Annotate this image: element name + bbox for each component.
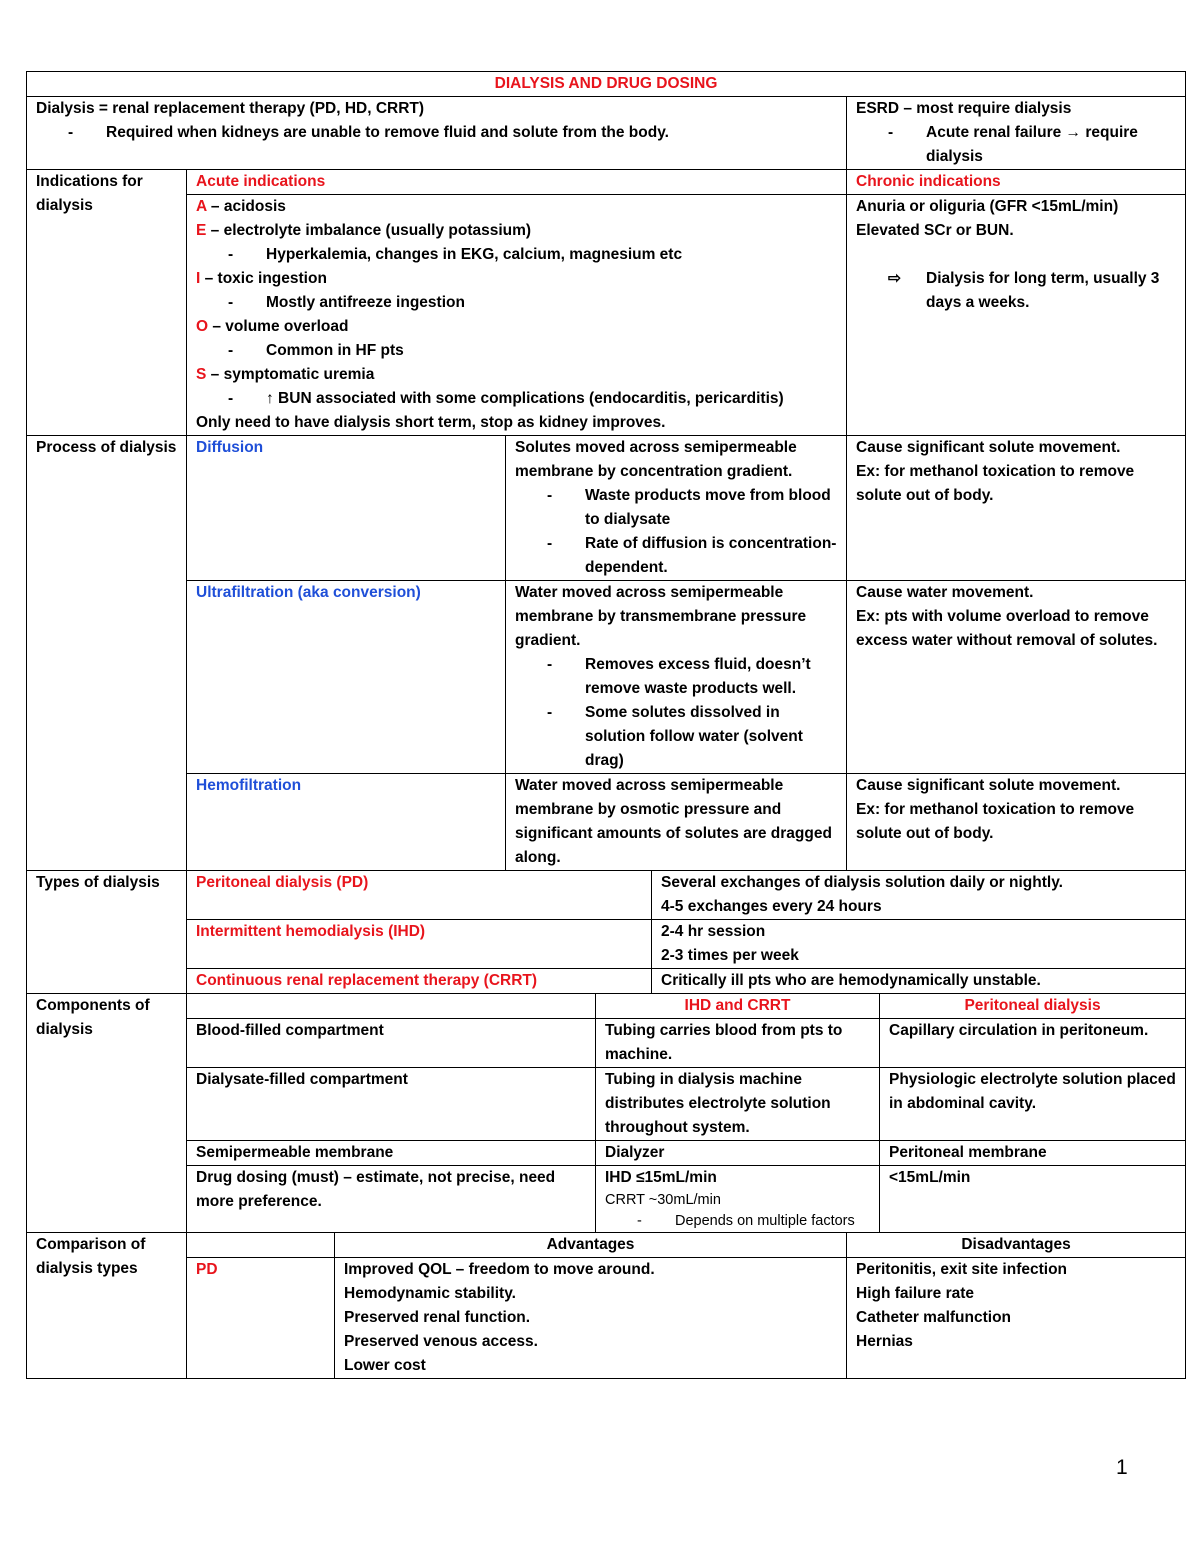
- process-hemofiltration-desc: Water moved across semipermeable membrane by osmotic pressure and significant amounts of solutes are dragged along.: [506, 774, 847, 871]
- intro-left: Dialysis = renal replacement therapy (PD, HD, CRRT) - Required when kidneys are unable to remove fluid and solute from the body.: [27, 97, 847, 170]
- acute-item-i: I – toxic ingestion: [196, 270, 327, 287]
- intro-dialysis-definition: Dialysis = renal replacement therapy (PD, HD, CRRT): [36, 100, 425, 117]
- component-blood-name: Blood-filled compartment: [187, 1019, 596, 1068]
- acute-item-o: O – volume overload: [196, 318, 349, 335]
- components-header-ihd: IHD and CRRT: [596, 994, 880, 1019]
- intro-required-note: Required when kidneys are unable to remove fluid and solute from the body.: [106, 124, 669, 141]
- process-ultrafiltration-name: Ultrafiltration (aka conversion): [187, 581, 506, 774]
- comparison-pd-advantages: Improved QOL – freedom to move around. Hemodynamic stability. Preserved renal function. Preserved venous access. Lower cost: [335, 1258, 847, 1379]
- indications-label: Indications for dialysis: [27, 170, 187, 436]
- process-diffusion-effect: Cause significant solute movement. Ex: for methanol toxication to remove solute out of body.: [847, 436, 1186, 581]
- type-pd-name: Peritoneal dialysis (PD): [187, 871, 652, 920]
- type-ihd-desc: 2-4 hr session 2-3 times per week: [652, 920, 1186, 969]
- comparison-adv-header: Advantages: [335, 1233, 847, 1258]
- intro-right: ESRD – most require dialysis - Acute renal failure → require dialysis: [847, 97, 1186, 170]
- type-crrt-name: Continuous renal replacement therapy (CRRT): [187, 969, 652, 994]
- components-header-pd: Peritoneal dialysis: [880, 994, 1186, 1019]
- process-label: Process of dialysis: [27, 436, 187, 871]
- component-blood-pd: Capillary circulation in peritoneum.: [880, 1019, 1186, 1068]
- components-label: Components of dialysis: [27, 994, 187, 1233]
- process-diffusion-name: Diffusion: [187, 436, 506, 581]
- acute-indications-list: A – acidosis E – electrolyte imbalance (usually potassium) - Hyperkalemia, changes in EKG, calcium, magnesium etc I – toxic ingestion - Mostly antifreeze ingestion O – volume overload - Common in HF pts S – symptomatic uremia - ↑ BUN associated with some complications (endocarditis, pericarditis) Only need to have dialysis short term, stop as kidney improves.: [187, 195, 847, 436]
- chronic-item-2: Elevated SCr or BUN.: [856, 222, 1014, 239]
- component-dosing-ihd: IHD ≤15mL/min CRRT ~30mL/min - Depends on multiple factors: [596, 1166, 880, 1233]
- process-ultrafiltration-effect: Cause water movement. Ex: pts with volume overload to remove excess water without removal of solutes.: [847, 581, 1186, 774]
- types-label: Types of dialysis: [27, 871, 187, 994]
- page-number: 1: [1116, 1456, 1128, 1479]
- component-membrane-pd: Peritoneal membrane: [880, 1141, 1186, 1166]
- acute-item-e-sub: Hyperkalemia, changes in EKG, calcium, magnesium etc: [266, 246, 683, 263]
- acute-item-e: E – electrolyte imbalance (usually potassium): [196, 222, 532, 239]
- component-dialysate-name: Dialysate-filled compartment: [187, 1068, 596, 1141]
- acute-item-o-sub: Common in HF pts: [266, 342, 404, 359]
- intro-acute-renal-failure: Acute renal failure → require dialysis: [926, 124, 1138, 165]
- chronic-indications-list: [847, 195, 1186, 436]
- process-hemofiltration-effect: Cause significant solute movement. Ex: for methanol toxication to remove solute out of body.: [847, 774, 1186, 871]
- comparison-header-empty: [187, 1233, 335, 1258]
- components-header-empty: [187, 994, 596, 1019]
- document-title: DIALYSIS AND DRUG DOSING: [27, 72, 1186, 97]
- component-dosing-name: Drug dosing (must) – estimate, not precise, need more preference.: [187, 1166, 596, 1233]
- component-blood-ihd: Tubing carries blood from pts to machine.: [596, 1019, 880, 1068]
- chronic-item-1: Anuria or oliguria (GFR <15mL/min): [856, 198, 1119, 215]
- document-page: [26, 71, 1185, 1379]
- intro-esrd: ESRD – most require dialysis: [856, 100, 1072, 117]
- process-ultrafiltration-desc: Water moved across semipermeable membrane by transmembrane pressure gradient. - Removes excess fluid, doesn’t remove waste products well. - Some solutes dissolved in solution follow water (solvent drag): [506, 581, 847, 774]
- component-membrane-ihd: Dialyzer: [596, 1141, 880, 1166]
- component-dialysate-ihd: Tubing in dialysis machine distributes electrolyte solution throughout system.: [596, 1068, 880, 1141]
- chronic-indications-header: Chronic indications: [847, 170, 1186, 195]
- comparison-pd-disadvantages: Peritonitis, exit site infection High failure rate Catheter malfunction Hernias: [847, 1258, 1186, 1379]
- type-crrt-desc: Critically ill pts who are hemodynamically unstable.: [652, 969, 1186, 994]
- component-dialysate-pd: Physiologic electrolyte solution placed in abdominal cavity.: [880, 1068, 1186, 1141]
- process-hemofiltration-name: Hemofiltration: [187, 774, 506, 871]
- acute-footer: Only need to have dialysis short term, stop as kidney improves.: [196, 414, 666, 431]
- comparison-disadv-header: Disadvantages: [847, 1233, 1186, 1258]
- chronic-arrow-note: Dialysis for long term, usually 3 days a weeks.: [926, 270, 1160, 311]
- dialysis-table: [26, 71, 1186, 1379]
- type-ihd-name: Intermittent hemodialysis (IHD): [187, 920, 652, 969]
- acute-item-i-sub: Mostly antifreeze ingestion: [266, 294, 465, 311]
- acute-item-s-sub: ↑ BUN associated with some complications (endocarditis, pericarditis): [266, 390, 784, 407]
- process-diffusion-desc: Solutes moved across semipermeable membrane by concentration gradient. - Waste products move from blood to dialysate - Rate of diffusion is concentration-dependent.: [506, 436, 847, 581]
- comparison-pd-name: PD: [187, 1258, 335, 1379]
- component-membrane-name: Semipermeable membrane: [187, 1141, 596, 1166]
- acute-indications-header: Acute indications: [187, 170, 847, 195]
- component-dosing-pd: <15mL/min: [880, 1166, 1186, 1233]
- arrow-icon: ⇨: [888, 270, 901, 287]
- comparison-label: Comparison of dialysis types: [27, 1233, 187, 1379]
- type-pd-desc: Several exchanges of dialysis solution daily or nightly. 4-5 exchanges every 24 hours: [652, 871, 1186, 920]
- acute-item-s: S – symptomatic uremia: [196, 366, 375, 383]
- acute-item-a: A – acidosis: [196, 198, 286, 215]
